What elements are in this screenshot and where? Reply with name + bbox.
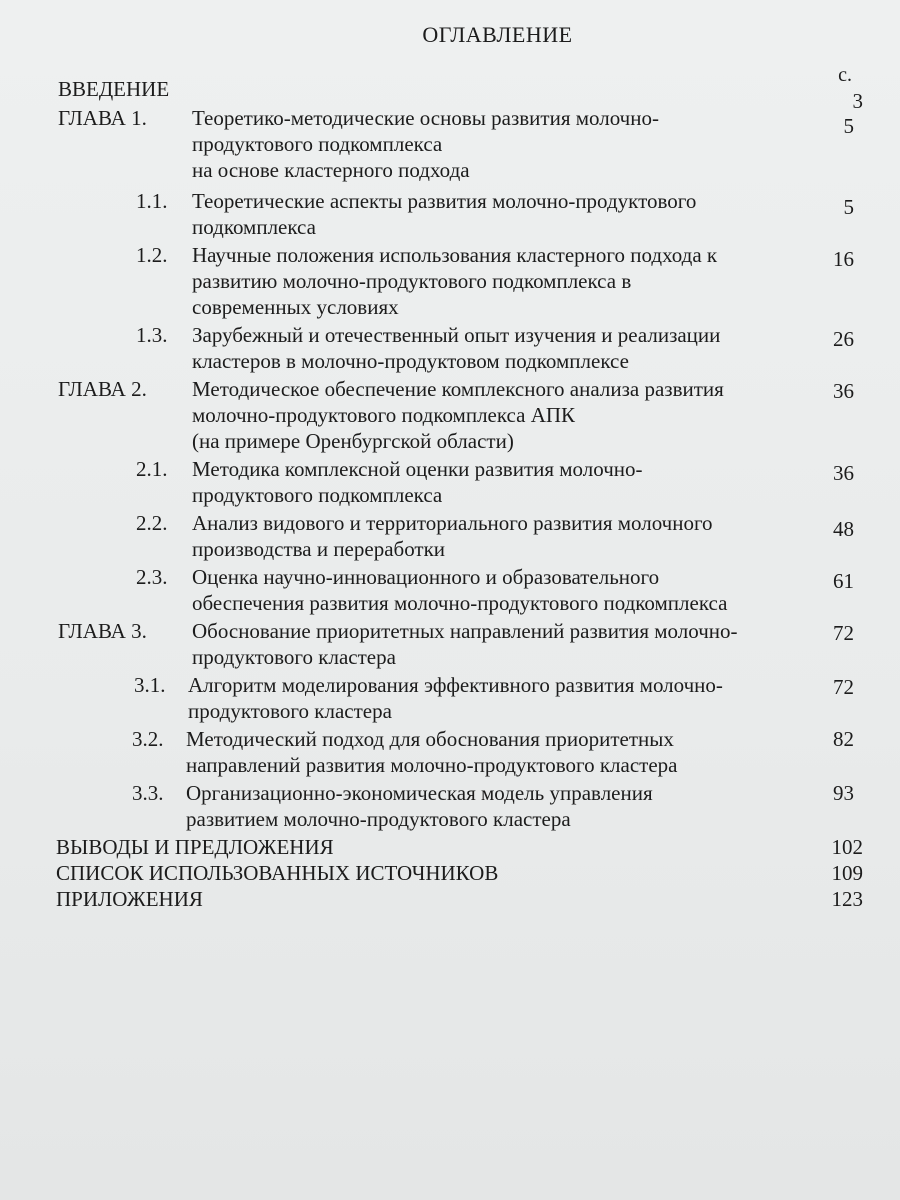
toc-entry-label: 1.1. bbox=[136, 189, 168, 213]
toc-entry-label: 2.2. bbox=[136, 511, 168, 535]
toc-entry-page: 5 bbox=[843, 114, 854, 138]
toc-entry-text: Методический подход для обоснования приоритетных направлений развития молочно-продуктового кластера bbox=[186, 727, 678, 777]
toc-entry-text: Зарубежный и отечественный опыт изучения и реализации кластеров в молочно-продуктовом подкомплексе bbox=[192, 323, 721, 373]
toc-entry-appendices bbox=[56, 886, 863, 912]
toc-entry-text: Теоретические аспекты развития молочно-продуктового подкомплекса bbox=[192, 189, 697, 239]
toc-entry-page: 109 bbox=[831, 861, 863, 885]
toc-entry-label: 3.3. bbox=[132, 781, 164, 805]
toc-entry-label: ВВЕДЕНИЕ bbox=[58, 77, 170, 101]
toc-entry-page: 3 bbox=[852, 89, 863, 113]
toc-entry-section-2-3 bbox=[58, 564, 854, 616]
toc-entry-section-3-2 bbox=[58, 726, 854, 778]
toc-entry-page: 72 bbox=[833, 621, 854, 645]
toc-entry-page: 36 bbox=[833, 379, 854, 403]
toc-entry-label: ГЛАВА 1. bbox=[58, 106, 147, 130]
toc-entry-text: Оценка научно-инновационного и образовательного обеспечения развития молочно-продуктового подкомплекса bbox=[192, 565, 728, 615]
toc-entry-section-2-1 bbox=[58, 456, 854, 508]
toc-title: ОГЛАВЛЕНИЕ bbox=[422, 22, 573, 47]
toc-entry-page: 82 bbox=[833, 727, 854, 751]
toc-entry-label: 1.2. bbox=[136, 243, 168, 267]
toc-entry-page: 36 bbox=[833, 461, 854, 485]
toc-entry-label: ГЛАВА 3. bbox=[58, 619, 147, 643]
toc-entry-references bbox=[56, 860, 863, 886]
toc-entry-text: Организационно-экономическая модель управления развитием молочно-продуктового кластера bbox=[186, 781, 653, 831]
toc-entry-label: 1.3. bbox=[136, 323, 168, 347]
toc-entry-conclusions bbox=[56, 834, 863, 860]
toc-entry-introduction bbox=[58, 76, 863, 113]
toc-entry-section-1-3 bbox=[58, 322, 854, 374]
toc-entry-page: 123 bbox=[831, 887, 863, 911]
toc-entry-text: Теоретико-методические основы развития молочно- продуктового подкомплекса на основе кластерного подхода bbox=[192, 106, 659, 182]
toc-entry-label: ВЫВОДЫ И ПРЕДЛОЖЕНИЯ bbox=[56, 835, 334, 859]
toc-entry-section-2-2 bbox=[58, 510, 854, 562]
page-column-header: с. bbox=[838, 64, 852, 86]
toc-entry-label: СПИСОК ИСПОЛЬЗОВАННЫХ ИСТОЧНИКОВ bbox=[56, 861, 499, 885]
toc-entry-label: 3.2. bbox=[132, 727, 164, 751]
toc-entry-page: 93 bbox=[833, 781, 854, 805]
toc-entry-page: 26 bbox=[833, 327, 854, 351]
toc-entry-page: 16 bbox=[833, 247, 854, 271]
toc-entry-text: Анализ видового и территориального развития молочного производства и переработки bbox=[192, 511, 713, 561]
toc-entry-page: 48 bbox=[833, 517, 854, 541]
toc-entry-text: Обоснование приоритетных направлений развития молочно- продуктового кластера bbox=[192, 619, 738, 669]
toc-entry-page: 61 bbox=[833, 569, 854, 593]
toc-entry-section-3-1 bbox=[58, 672, 854, 724]
toc-entry-chapter-1 bbox=[58, 105, 854, 185]
toc-entry-section-3-3 bbox=[58, 780, 854, 832]
toc-entry-label: 3.1. bbox=[134, 673, 166, 697]
toc-entry-chapter-3 bbox=[58, 618, 854, 670]
toc-entry-section-1-2 bbox=[58, 242, 854, 322]
toc-entry-page: 5 bbox=[843, 195, 854, 219]
toc-entry-text: Методика комплексной оценки развития молочно- продуктового подкомплекса bbox=[192, 457, 643, 507]
toc-entry-text: Алгоритм моделирования эффективного развития молочно- продуктового кластера bbox=[188, 673, 723, 723]
toc-entry-label: 2.3. bbox=[136, 565, 168, 589]
toc-entry-text: Методическое обеспечение комплексного анализа развития молочно-продуктового подкомплекса АПК (на примере Оренбургской области) bbox=[192, 377, 724, 453]
toc-entry-text: Научные положения использования кластерного подхода к развитию молочно-продуктового подкомплекса в современных условиях bbox=[192, 243, 718, 319]
toc-entry-label: ГЛАВА 2. bbox=[58, 377, 147, 401]
toc-entry-page: 72 bbox=[833, 675, 854, 699]
toc-entry-page: 102 bbox=[831, 835, 863, 859]
toc-entry-section-1-1 bbox=[58, 188, 854, 240]
toc-entry-chapter-2 bbox=[58, 376, 854, 456]
toc-entry-label: 2.1. bbox=[136, 457, 168, 481]
toc-entry-label: ПРИЛОЖЕНИЯ bbox=[56, 887, 203, 911]
